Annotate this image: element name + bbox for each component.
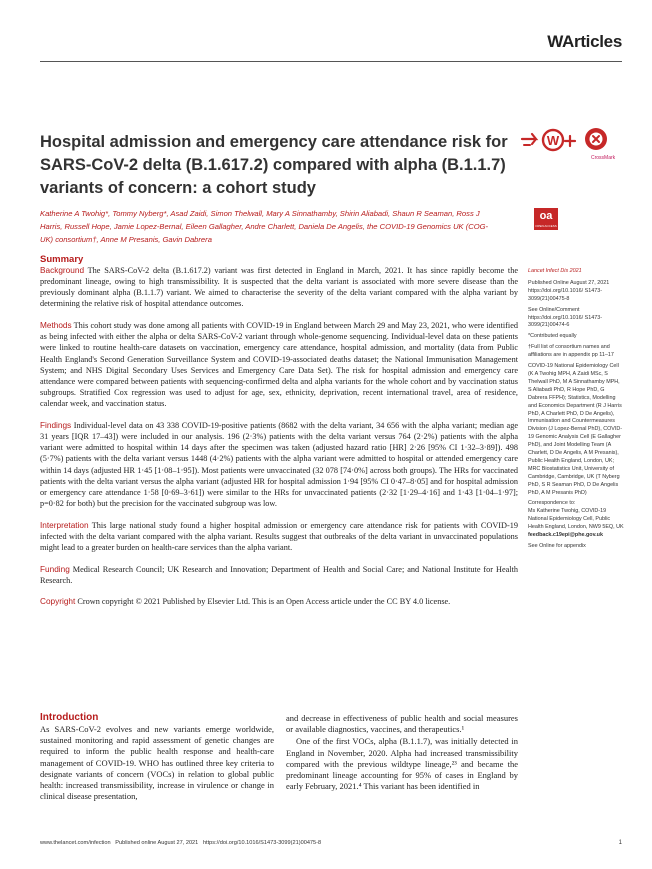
- section-label: Copyright: [40, 597, 76, 607]
- summary-methods: [40, 320, 518, 409]
- section-label: Interpretation: [40, 520, 89, 530]
- contributed-note: *Contributed equally: [528, 333, 577, 340]
- crossmark-label: CrossMark: [591, 155, 616, 161]
- appendix-link[interactable]: See Online for appendix: [528, 543, 586, 549]
- summary-findings: [40, 420, 518, 509]
- article-title: Hospital admission and emergency care attendance risk for SARS-CoV-2 delta (B.1.617.2) compared with alpha (B.1.1.7) variants of concern: a cohort study: [40, 133, 508, 197]
- section-text: The SARS-CoV-2 delta (B.1.617.2) variant was first detected in England in March, 2021. It has since rapidly become the predominant lineage, owing to high transmissibility. It is suspected that the delta variant is associated with more severe disease than the previously dominant alpha (B.1.1.7) variant. We aimed to characterise the severity of the delta variant compared with the alpha variant by determining the relative risk of hospital attendance outcomes.: [40, 266, 518, 309]
- published-online[interactable]: Published Online August 27, 2021 https://doi.org/10.1016/ S1473-3099(21)00475-8: [528, 279, 610, 302]
- page-number: 1: [618, 840, 622, 846]
- header-divider: [40, 61, 622, 62]
- summary-heading: Summary: [40, 254, 84, 265]
- summary-background: [40, 265, 518, 310]
- section-label: Background: [40, 266, 85, 275]
- section-text: This cohort study was done among all patients with COVID-19 in England between March 29 and May 23, 2021, who were identified as being infected with either the alpha or delta SARS-CoV-2 variant through whole-genome sequencing. Individual-level data on these patients were linked to routine health-care datasets on vaccination, emergency care attendance, hospital admission, and mortality (data from Public Health England's Second Generation Surveillance System and COVID-19-associated deaths dataset; the National Immunisation Management System; and NHS Digital Secondary Uses Services and Emergency Care Data Set). The risk for hospital admission and emergency care attendance were compared between patients with sequencing-confirmed delta and alpha variants for the whole cohort and by vaccination status subgroups. Stratified Cox regression was used to adjust for age, sex, ethnicity, deprivation, recent international travel, area of residence, calendar week, and vaccination status.: [40, 321, 518, 409]
- section-text: Individual-level data on 43 338 COVID-19-positive patients (8682 with the delta variant, 34 656 with the alpha variant; median age 31 years [IQR 17–43]) were included in our analysis. 196 (2·3%) patients with the delta variant versus 764 (2·2%) patients with the alpha variant were admitted to hospital within 14 days after the specimen was taken (adjusted hazard ratio [HR] 2·26 [95% CI 1·32–3·89]). 498 (5·7%) patients with the delta variant versus 1448 (4·2%) patients with the alpha variant were admitted to hospital or attended emergency care within 14 days (adjusted HR 1·45 [1·08–1·95]). Most patients were unvaccinated (32 078 [74·0%] across both groups). The HRs for vaccinated patients with the delta variant versus the alpha variant (adjusted HR for hospital admission 1·94 [95% CI 0·47–8·05] and for hospital admission or emergency care attendance 1·58 [0·69–3·61]) were similar to the HRs for unvaccinated patients (2·32 [1·29–4·16] and 1·43 [1·04–1·97]; p=0·82 for both) but the precision for the vaccinated subgroup was low.: [40, 420, 519, 508]
- introduction-paragraph: One of the first VOCs, alpha (B.1.1.7), was initially detected in England in November, 2020. Alpha had increased transmissibility compared with the previous wildtype lineage,²³ and became the predominant lineage accounting for 95% of cases in England by early February, 2021.⁴ This variant has been identified in: [286, 736, 518, 792]
- section-label: Methods: [40, 321, 72, 331]
- svg-text:W: W: [546, 133, 560, 148]
- consortium-note: †Full list of consortium names and affiliations are in appendix pp 11–17: [528, 344, 614, 359]
- section-label: Findings: [40, 420, 72, 430]
- summary-body: [40, 265, 518, 618]
- author-affiliations: COVID-19 National Epidemiology Cell (K A Twohig MPH, A Zaidi MSc, S Thelwall PhD, M A Sinnathamby MPH, S Aliabadi PhD, R Hope PhD, G Dabrera FFPH); Statistics, Modelling and Economics Department (R J Harris PhD, A Charlett PhD, D De Angelis), Immunisation and Countermeasures Division (J Lopez-Bernal PhD), COVID-19 Genomic Analysis Cell (E Gallagher PhD), and Joint Modelling Team (A Charlett, D De Angelis, A M Presanis), Public Health England, London, UK; MRC Biostatistics Unit, University of Cambridge, Cambridge, UK (T Nyberg PhD, S R Seaman PhD, D De Angelis PhD, A M Presanis PhD): [528, 363, 623, 496]
- introduction-column-2: [286, 713, 518, 792]
- wiley-w-icon[interactable]: [543, 130, 563, 150]
- share-arrow-icon[interactable]: [522, 134, 536, 145]
- author-list: Katherine A Twohig*, Tommy Nyberg*, Asad Zaidi, Simon Thelwall, Mary A Sinnathamby, Shirin Aliabadi, Shaun R Seaman, Ross J Harris, Russell Hope, Jamie Lopez-Bernal, Eileen Gallagher, Andre Charlett, Daniela De Angelis, the COVID-19 Genomics UK (COG-UK) consortium†, Anne M Presanis, Gavin Dabrera: [40, 209, 489, 244]
- summary-copyright: [40, 596, 518, 607]
- section-text: Medical Research Council; UK Research and Innovation; Department of Health and Social Care; and National Institute for Health Research.: [40, 564, 519, 585]
- page-footer: www.thelancet.com/infection Published online August 27, 2021 https://doi.org/10.1016/S1473-3099(21)00475-8: [40, 840, 322, 846]
- comment-link[interactable]: See Online/Comment https://doi.org/10.1016/ S1473-3099(21)00474-6: [528, 306, 603, 329]
- summary-funding: [40, 564, 518, 586]
- correspondence-email[interactable]: feedback.c19epi@phe.gov.uk: [528, 532, 603, 539]
- introduction-heading: Introduction: [40, 712, 99, 723]
- section-text: Crown copyright © 2021 Published by Elsevier Ltd. This is an Open Access article under the CC BY 4.0 license.: [77, 597, 451, 607]
- summary-interpretation: [40, 520, 518, 553]
- open-access-badge: oa: [534, 208, 558, 230]
- introduction-paragraph: and decrease in effectiveness of public health and social measures or available diagnostics, vaccines, and therapeutics.¹: [286, 713, 518, 735]
- correspondence-label: Correspondence to:: [528, 500, 576, 507]
- plus-icon[interactable]: [565, 136, 575, 146]
- correspondence-address: Ms Katherine Twohig, COVID-19 National Epidemiology Cell, Public Health England, London, NW9 5EQ, UK: [528, 508, 624, 531]
- journal-section-label: WArticles: [547, 32, 622, 51]
- introduction-column-1: As SARS-CoV-2 evolves and new variants emerge worldwide, sustained monitoring and rapid assessment of genetic changes are required to inform the public health response and health-care management of COVID-19. WHO has outlined three key criteria to designate variants of concern (VOCs) in relation to global public health: increased transmissibility, increase in virulence or change in clinical disease presentation,: [40, 724, 274, 802]
- section-label: Funding: [40, 564, 70, 574]
- open-access-badge-subtext: OPEN ACCESS: [535, 224, 557, 228]
- journal-citation: Lancet Infect Dis 2021: [528, 268, 582, 274]
- section-text: This large national study found a higher hospital admission or emergency care attendance risk for patients with COVID-19 infected with the delta variant compared with the alpha variant. Results suggest that outbreaks of the delta variant in unvaccinated populations might lead to a greater burden on health-care services than the alpha variant.: [40, 520, 518, 552]
- article-sidebar: [528, 268, 624, 554]
- crossmark-icon[interactable]: [585, 128, 607, 150]
